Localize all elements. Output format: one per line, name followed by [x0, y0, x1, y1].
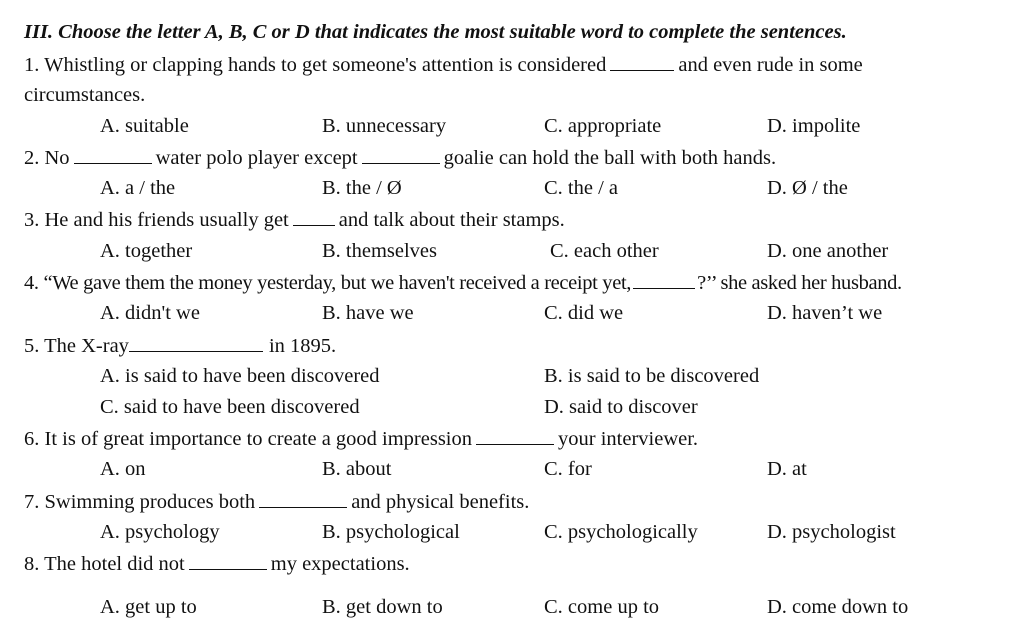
question-2-text: 2. No [24, 147, 70, 169]
question-2-text-end: goalie can hold the ball with both hands. [443, 147, 777, 169]
question-6-text-end: your interviewer. [558, 428, 699, 450]
question-4-option-c[interactable]: C. did we [544, 302, 624, 324]
question-8-text-end: my expectations. [270, 553, 410, 575]
question-7 [24, 489, 529, 514]
section-heading: III. Choose the letter A, B, C or D that indicates the most suitable word to complete the sentences. [24, 21, 847, 43]
question-4-text: 4. “We gave them the money yesterday, but we haven't received a receipt yet, [24, 272, 632, 294]
question-4-option-d[interactable]: D. haven’t we [767, 302, 883, 324]
question-1-text-end: and even rude in some [678, 54, 863, 76]
question-2-option-b[interactable]: B. the / Ø [322, 177, 402, 199]
question-4-blank[interactable] [633, 270, 695, 289]
question-1-text: 1. Whistling or clapping hands to get someone's attention is considered [24, 54, 607, 76]
question-8-option-c[interactable]: C. come up to [544, 596, 660, 618]
question-2-option-c[interactable]: C. the / a [544, 177, 619, 199]
question-3-text: 3. He and his friends usually get [24, 209, 289, 231]
question-2-text-mid: water polo player except [155, 147, 358, 169]
question-8-option-b[interactable]: B. get down to [322, 596, 443, 618]
question-1 [24, 52, 863, 77]
question-7-option-b[interactable]: B. psychological [322, 521, 460, 543]
question-5-option-d[interactable]: D. said to discover [544, 396, 698, 418]
question-8 [24, 551, 410, 576]
question-7-option-d[interactable]: D. psychologist [767, 521, 896, 543]
question-2-option-a[interactable]: A. a / the [100, 177, 176, 199]
question-8-option-a[interactable]: A. get up to [100, 596, 197, 618]
question-6-option-c[interactable]: C. for [544, 458, 592, 480]
question-2 [24, 145, 776, 170]
question-5-option-b[interactable]: B. is said to be discovered [544, 365, 760, 387]
question-4-option-b[interactable]: B. have we [322, 302, 414, 324]
question-1-option-c[interactable]: C. appropriate [544, 115, 662, 137]
question-2-blank-1[interactable] [74, 145, 152, 164]
question-7-blank[interactable] [259, 489, 347, 508]
question-3-option-c[interactable]: C. each other [550, 240, 659, 262]
question-8-option-d[interactable]: D. come down to [767, 596, 909, 618]
question-2-option-d[interactable]: D. Ø / the [767, 177, 848, 199]
question-7-text-end: and physical benefits. [351, 491, 530, 513]
question-3-option-d[interactable]: D. one another [767, 240, 889, 262]
question-6 [24, 426, 698, 451]
question-5-text-end: in 1895. [268, 335, 337, 357]
question-6-option-d[interactable]: D. at [767, 458, 807, 480]
question-6-option-a[interactable]: A. on [100, 458, 146, 480]
question-1-continuation: circumstances. [24, 84, 146, 106]
question-5-blank[interactable] [129, 333, 263, 352]
question-3 [24, 207, 565, 232]
question-1-option-b[interactable]: B. unnecessary [322, 115, 447, 137]
question-3-blank[interactable] [293, 207, 335, 226]
question-7-text: 7. Swimming produces both [24, 491, 256, 513]
question-4-text-end: ?’’ she asked her husband. [697, 272, 902, 294]
question-4-option-a[interactable]: A. didn't we [100, 302, 200, 324]
question-3-option-b[interactable]: B. themselves [322, 240, 438, 262]
question-6-text: 6. It is of great importance to create a good impression [24, 428, 473, 450]
question-5-option-a[interactable]: A. is said to have been discovered [100, 365, 380, 387]
question-5-option-c[interactable]: C. said to have been discovered [100, 396, 360, 418]
question-6-option-b[interactable]: B. about [322, 458, 392, 480]
question-8-text: 8. The hotel did not [24, 553, 185, 575]
question-2-blank-2[interactable] [362, 145, 440, 164]
question-1-blank[interactable] [610, 52, 674, 71]
question-5-text: 5. The X-ray [24, 335, 129, 357]
question-3-text-end: and talk about their stamps. [338, 209, 565, 231]
question-1-option-a[interactable]: A. suitable [100, 115, 189, 137]
question-4 [24, 270, 902, 295]
question-6-blank[interactable] [476, 426, 554, 445]
question-5 [24, 333, 336, 358]
question-8-blank[interactable] [189, 551, 267, 570]
question-7-option-a[interactable]: A. psychology [100, 521, 220, 543]
question-7-option-c[interactable]: C. psychologically [544, 521, 698, 543]
question-1-option-d[interactable]: D. impolite [767, 115, 861, 137]
question-3-option-a[interactable]: A. together [100, 240, 193, 262]
